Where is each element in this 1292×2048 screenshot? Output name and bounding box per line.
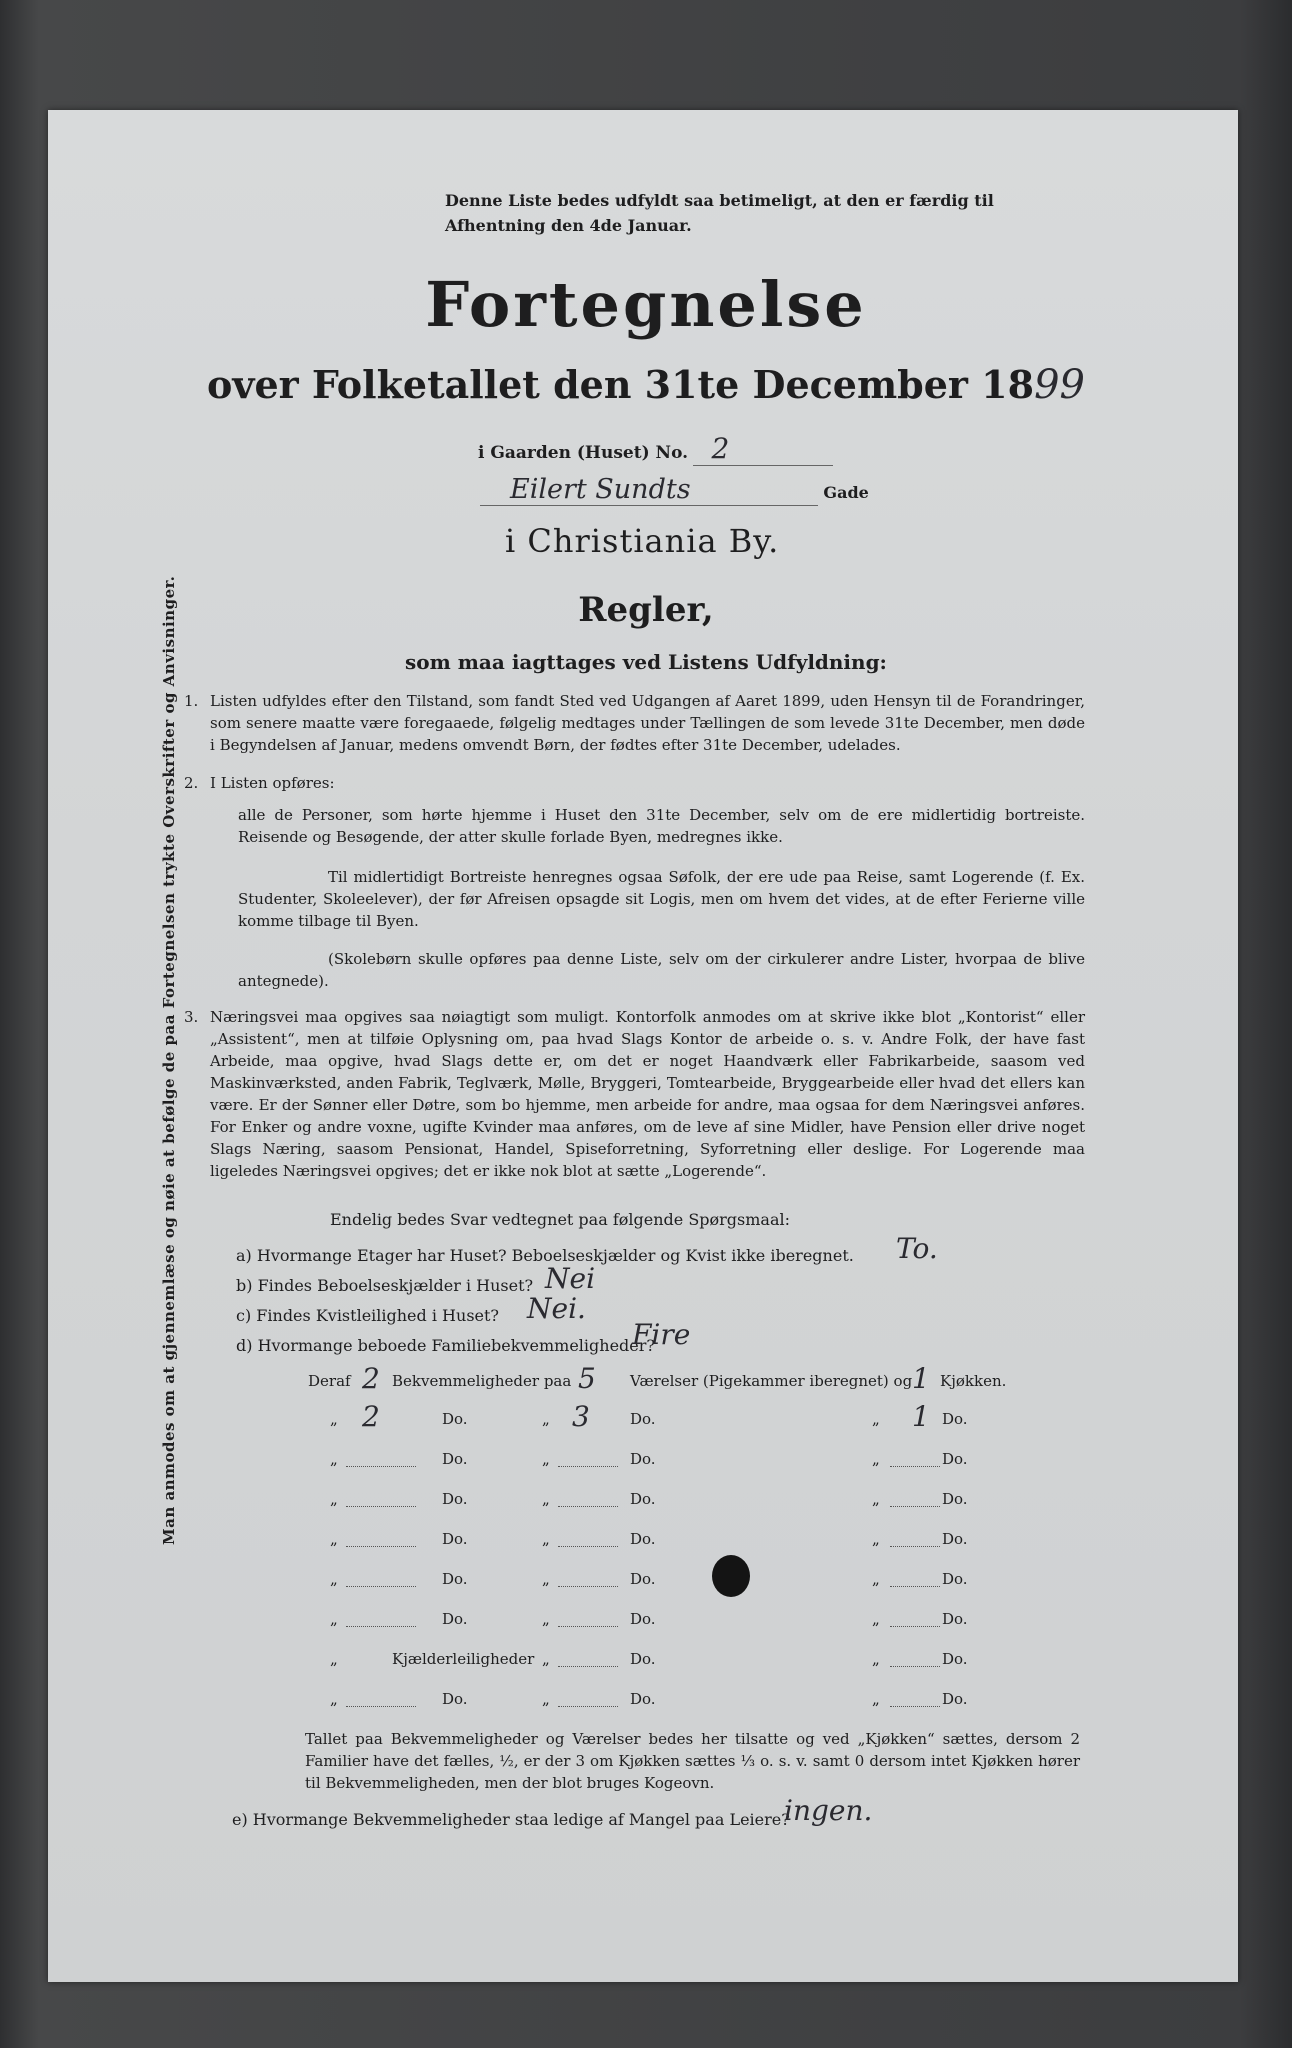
rules-title: Regler, (578, 590, 714, 630)
answer-d: Fire (632, 1318, 691, 1351)
blank-line (890, 1546, 940, 1547)
rule-1 (184, 690, 1085, 756)
rooms-row-6 (300, 1564, 1000, 1594)
rooms-row-5 (300, 1524, 1000, 1554)
rooms-do: Do. (942, 1530, 968, 1548)
rooms-row-2 (300, 1400, 1000, 1434)
side-note: Man anmodes om at gjennemlæse og nøie at befølge de paa Fortegnelsen trykte Overskrifter og Anvisninger. (160, 575, 178, 1545)
rooms-do: Do. (942, 1690, 968, 1708)
rooms-kjokken-label: Kjøkken. (940, 1372, 1007, 1390)
rule-2-travel: Til midlertidigt Bortreiste henregnes ogsaa Søfolk, der ere ude paa Reise, samt Logerende (f. Ex. Studenter, Skoleelever), der før Afreisen opsagde sit Logis, men om hvem det vides, at de efter Ferierne ville komme tilbage til Byen. (238, 868, 1085, 930)
rule-number: 1. (184, 692, 199, 710)
rooms-do: Do. (442, 1530, 468, 1548)
street-suffix: Gade (823, 483, 869, 502)
rooms-bekv-label: Bekvemmeligheder paa (392, 1372, 572, 1390)
rooms-do: Do. (630, 1530, 656, 1548)
blank-line (890, 1626, 940, 1627)
quote-mark: „ (542, 1690, 550, 1708)
form-subtitle (0, 362, 1292, 408)
quote-mark: „ (330, 1530, 338, 1548)
blank-line (346, 1586, 416, 1587)
rooms-do: Do. (442, 1570, 468, 1588)
rooms-do: Do. (630, 1650, 656, 1668)
rooms-row-7 (300, 1604, 1000, 1634)
gaarden-line (478, 432, 833, 466)
ink-blot (712, 1555, 750, 1597)
rooms-do: Do. (630, 1410, 656, 1428)
rooms-footnote: Tallet paa Bekvemmeligheder og Værelser bedes her tilsatte og ved „Kjøkken“ sættes, dersom 2 Familier have det fælles, ½, er der 3 om Kjøkken sættes ⅓ o. s. v. samt 0 dersom intet Kjøkken hører til Bekvemmeligheden, men der blot bruges Kogeovn. (305, 1730, 1080, 1792)
rules-subtitle: som maa iagttages ved Listens Udfyldning: (405, 650, 887, 674)
quote-mark: „ (330, 1610, 338, 1628)
quote-mark: „ (542, 1410, 550, 1428)
question-d: d) Hvormange beboede Familiebekvemmeligheder? (236, 1336, 655, 1355)
quote-mark: „ (542, 1450, 550, 1468)
quote-mark: „ (330, 1570, 338, 1588)
blank-line (558, 1706, 618, 1707)
gaarden-label: i Gaarden (Huset) No. (478, 443, 689, 463)
rooms-kjokken-count: 1 (912, 1362, 930, 1395)
quote-mark: „ (330, 1650, 338, 1668)
quote-mark: „ (872, 1490, 880, 1508)
rule-text: Næringsvei maa opgives saa nøiagtigt som muligt. Kontorfolk anmodes om at skrive ikke blot „Kontorist“ eller „Assistent“, men at tilføie Oplysning om, paa hvad Slags Kontor de arbeide o. s. v. Andre Folk, der have fast Arbeide, maa opgive, hvad Slags dette er, om det er noget Haandværk eller Fabrikarbeide, saasom ved Maskinværksted, anden Fabrik, Teglværk, Mølle, Bryggeri, Tomtearbeide, Bryggearbeide eller hvad det ellers kan være. Er der Sønner eller Døtre, som bo hjemme, men arbeide for andre, maa ogsaa for dem Næringsvei anføres. For Enker og andre voxne, ugifte Kvinder maa anføres, om de leve af sine Midler, have Pension eller drive noget Slags Næring, saasom Pensionat, Handel, Spiseforretning, Syforretning eller deslige. For Logerende maa ligeledes Næringsvei opgives; det er ikke nok blot at sætte „Logerende“. (210, 1008, 1085, 1180)
answer-e: ingen. (784, 1794, 873, 1827)
blank-line (890, 1706, 940, 1707)
rooms-do: Do. (630, 1570, 656, 1588)
rooms-do: Do. (942, 1450, 968, 1468)
rule-2-body: alle de Personer, som hørte hjemme i Huset den 31te December, selv om de ere midlertidig bortreiste. Reisende og Besøgende, der atter skulle forlade Byen, medregnes ikke. (238, 806, 1085, 846)
blank-line (558, 1666, 618, 1667)
quote-mark: „ (542, 1490, 550, 1508)
question-label: a) Hvormange Etager har Huset? Beboelseskjælder og Kvist ikke iberegnet. (236, 1246, 854, 1265)
quote-mark: „ (330, 1410, 338, 1428)
rooms-do: Do. (630, 1490, 656, 1508)
rooms-row-4 (300, 1484, 1000, 1514)
answer-c: Nei. (527, 1292, 586, 1325)
quote-mark: „ (542, 1570, 550, 1588)
question-b: b) Findes Beboelseskjælder i Huset? (236, 1276, 534, 1295)
quote-mark: „ (542, 1530, 550, 1548)
rooms-do: Do. (442, 1610, 468, 1628)
rooms-do: Do. (442, 1490, 468, 1508)
rule-3 (184, 1006, 1085, 1182)
rooms-vaerelser-label: Værelser (Pigekammer iberegnet) og (630, 1372, 913, 1390)
form-title: Fortegnelse (425, 268, 867, 341)
quote-mark: „ (872, 1570, 880, 1588)
rule-number: 2. (184, 774, 199, 792)
city-line: i Christiania By. (505, 522, 780, 560)
rooms-do: Do. (442, 1450, 468, 1468)
questions-intro: Endelig bedes Svar vedtegnet paa følgende Spørgsmaal: (330, 1210, 791, 1229)
rooms-vaerelser-count: 3 (572, 1400, 590, 1433)
quote-mark: „ (330, 1490, 338, 1508)
street-line (480, 474, 869, 506)
rule-2 (184, 772, 1085, 794)
rooms-row-9 (300, 1684, 1000, 1714)
blank-line (346, 1706, 416, 1707)
answer-a: To. (896, 1232, 938, 1265)
quote-mark: „ (330, 1450, 338, 1468)
rooms-row-1 (300, 1362, 1007, 1396)
quote-mark: „ (872, 1410, 880, 1428)
subtitle-text: over Folketallet den 31te December 18 (207, 362, 1035, 407)
rule-number: 3. (184, 1008, 199, 1026)
rule-2-school: (Skolebørn skulle opføres paa denne Liste, selv om der cirkulerer andre Lister, hvorpaa de blive antegnede). (238, 950, 1085, 990)
quote-mark: „ (872, 1450, 880, 1468)
year-handwritten: 99 (1034, 362, 1085, 408)
rooms-do: Do. (942, 1610, 968, 1628)
blank-line (890, 1666, 940, 1667)
blank-line (558, 1546, 618, 1547)
rooms-row-3 (300, 1444, 1000, 1474)
blank-line (346, 1506, 416, 1507)
blank-line (890, 1466, 940, 1467)
rule-text: I Listen opføres: (210, 774, 335, 792)
quote-mark: „ (872, 1690, 880, 1708)
rooms-kjokken-count: 1 (912, 1400, 930, 1433)
rooms-count: 2 (362, 1400, 380, 1433)
blank-line (558, 1506, 618, 1507)
question-e: e) Hvormange Bekvemmeligheder staa ledige af Mangel paa Leiere? (232, 1810, 790, 1829)
rule-text: Listen udfyldes efter den Tilstand, som fandt Sted ved Udgangen af Aaret 1899, uden Hensyn til de Forandringer, som senere maatte være foregaaede, følgelig medtages under Tællingen de som levede 31te December, men døde i Begyndelsen af Januar, medens omvendt Børn, der fødtes efter 31te December, udelades. (210, 692, 1085, 754)
kjaelder-label: Kjælderleiligheder (392, 1650, 535, 1668)
rooms-do: Do. (942, 1650, 968, 1668)
rooms-do: Do. (630, 1690, 656, 1708)
quote-mark: „ (872, 1530, 880, 1548)
blank-line (558, 1626, 618, 1627)
blank-line (890, 1506, 940, 1507)
blank-line (890, 1586, 940, 1587)
rooms-do: Do. (942, 1570, 968, 1588)
quote-mark: „ (542, 1650, 550, 1668)
blank-line (558, 1466, 618, 1467)
rooms-vaerelser-count: 5 (578, 1362, 596, 1395)
rooms-do: Do. (442, 1410, 468, 1428)
blank-line (558, 1586, 618, 1587)
delivery-notice: Denne Liste bedes udfyldt saa betimeligt, at den er færdig til Afhentning den 4de Januar. (445, 191, 994, 235)
rooms-do: Do. (942, 1490, 968, 1508)
street-value: Eilert Sundts (480, 474, 818, 506)
rooms-do: Do. (630, 1610, 656, 1628)
blank-line (346, 1466, 416, 1467)
quote-mark: „ (330, 1690, 338, 1708)
blank-line (346, 1626, 416, 1627)
gaarden-value: 2 (693, 432, 833, 466)
rooms-count: 2 (362, 1362, 380, 1395)
rooms-deraf: Deraf (308, 1372, 351, 1390)
quote-mark: „ (872, 1610, 880, 1628)
rooms-row-kjaelder (300, 1644, 1000, 1674)
quote-mark: „ (872, 1650, 880, 1668)
rooms-do: Do. (442, 1690, 468, 1708)
quote-mark: „ (542, 1610, 550, 1628)
blank-line (346, 1546, 416, 1547)
rooms-do: Do. (942, 1410, 968, 1428)
question-c: c) Findes Kvistleilighed i Huset? (236, 1306, 499, 1325)
rooms-do: Do. (630, 1450, 656, 1468)
answer-b: Nei (545, 1262, 596, 1295)
